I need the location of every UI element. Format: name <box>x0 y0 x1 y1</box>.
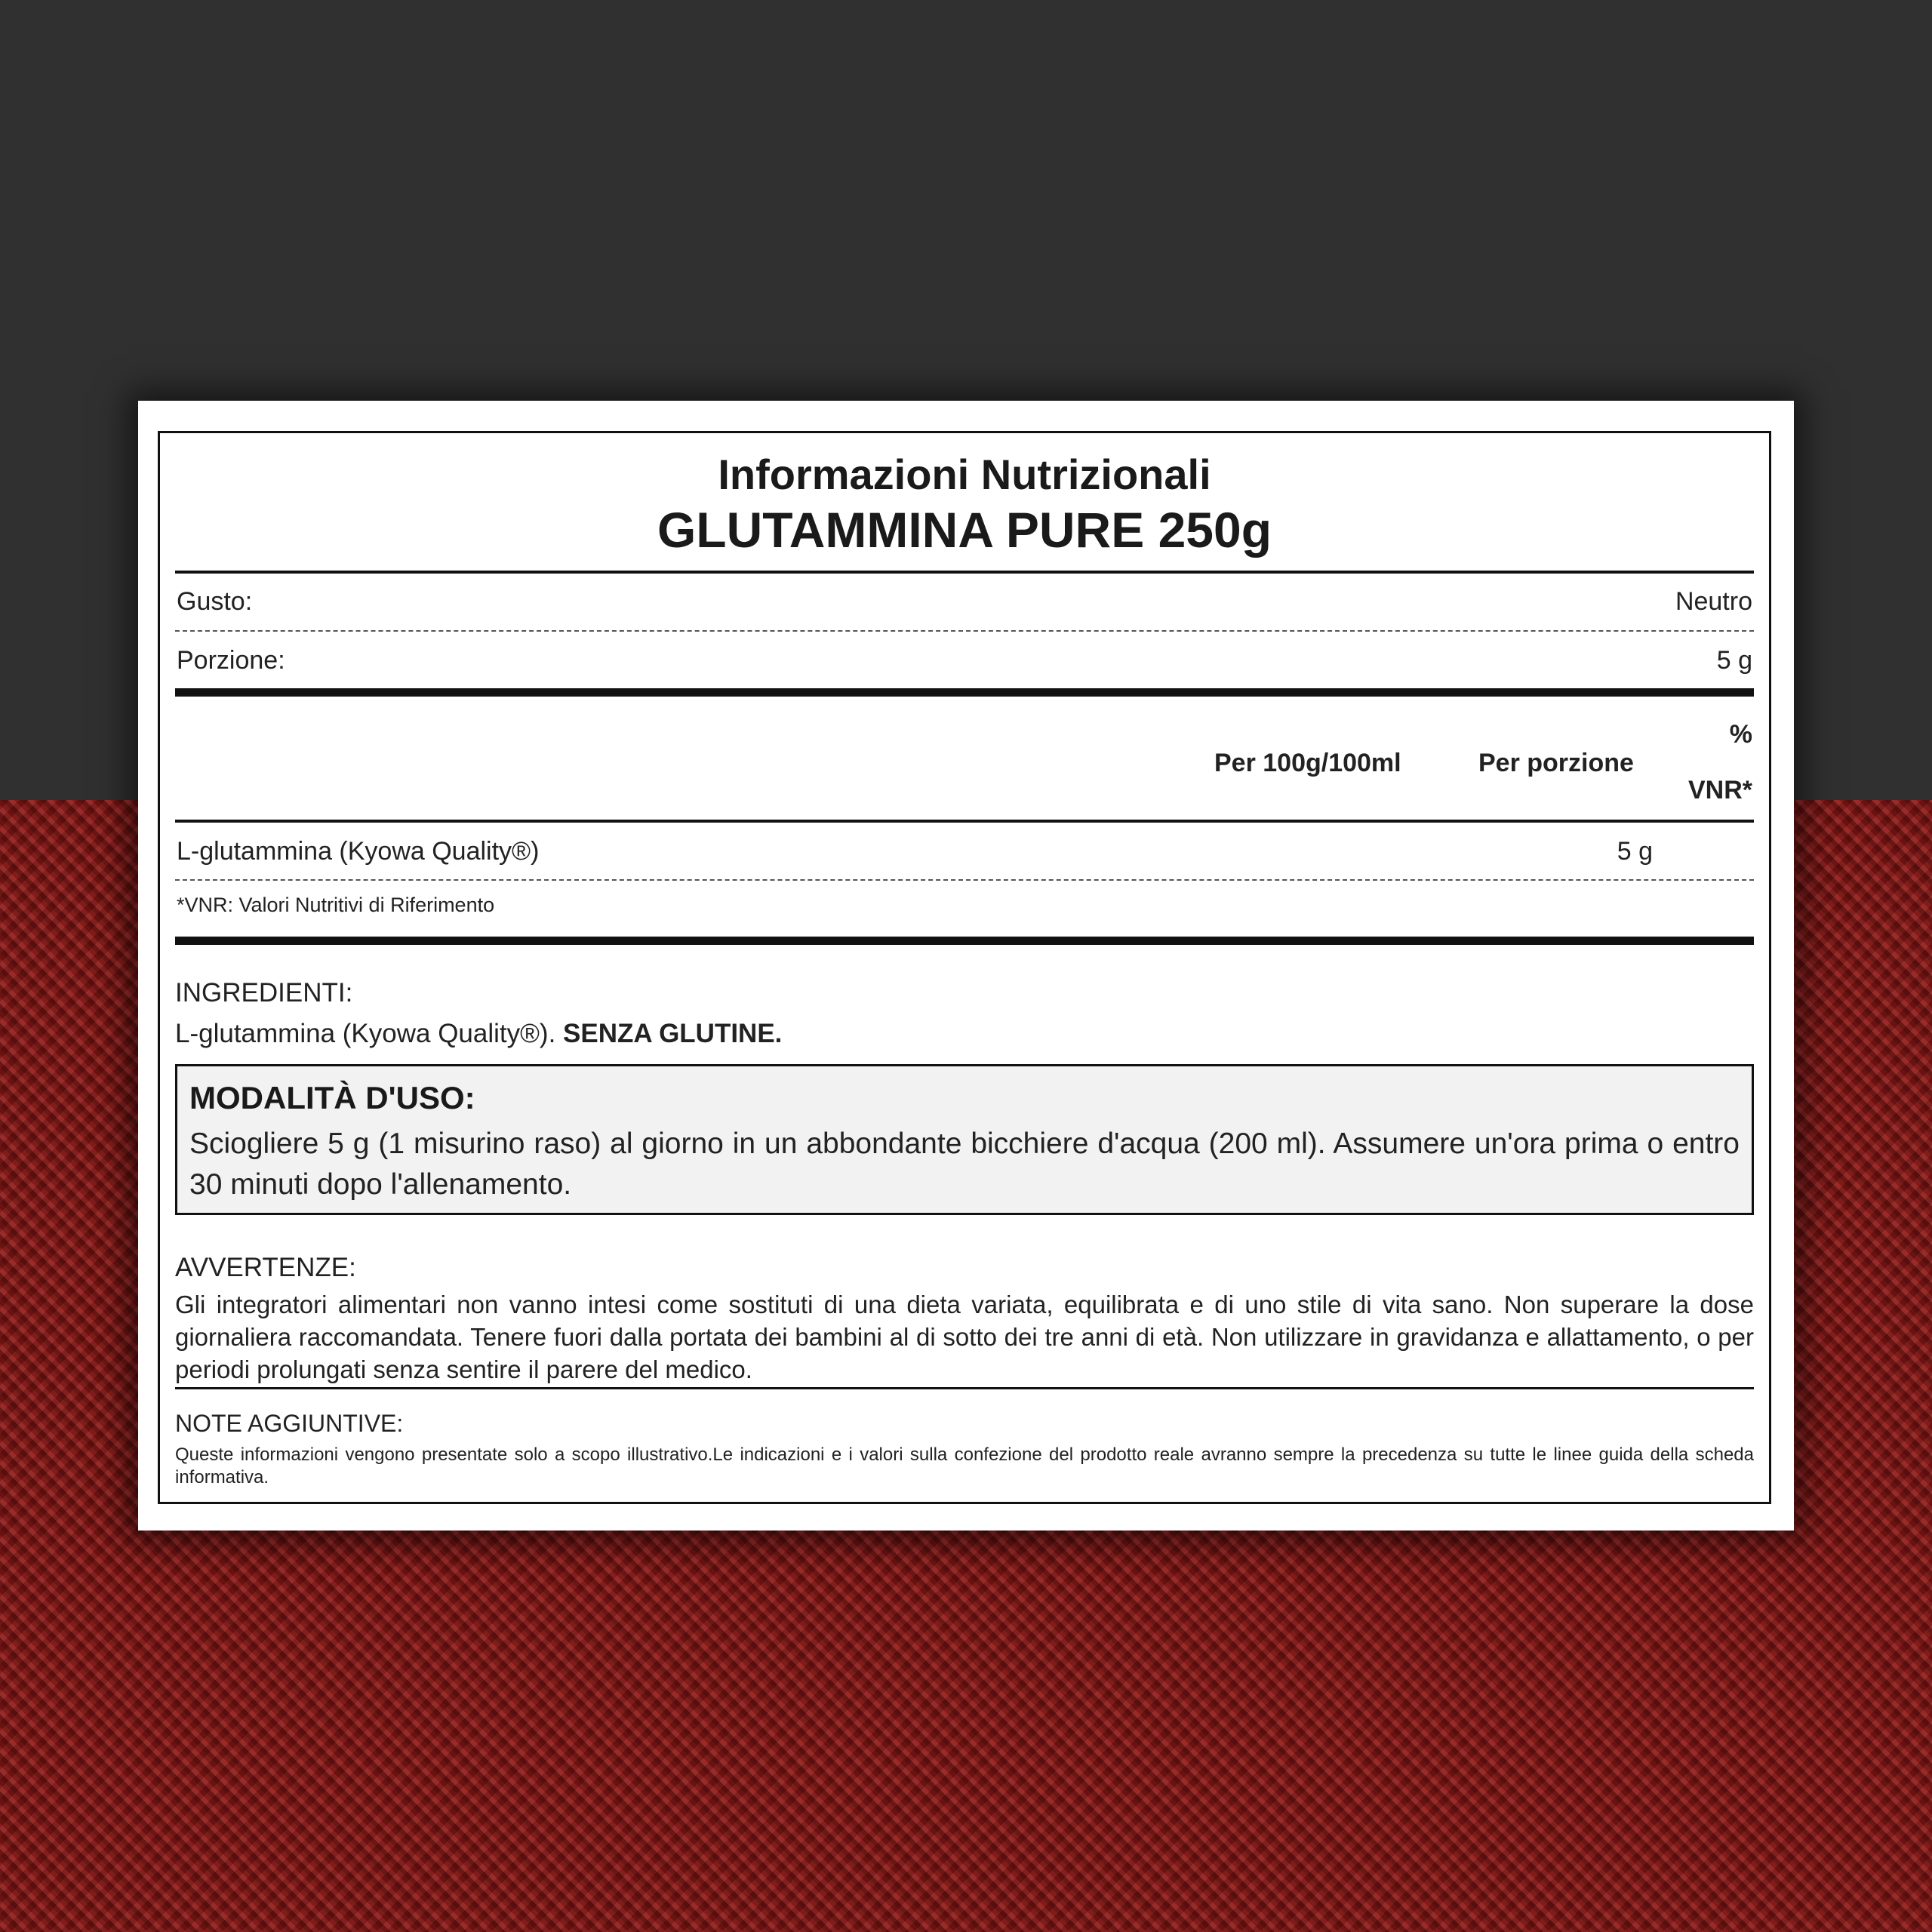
col-header-perportion: Per porzione <box>1478 749 1634 777</box>
usage-box <box>175 1064 1754 1215</box>
label-frame <box>158 431 1771 1504</box>
col-header-per100: Per 100g/100ml <box>1214 749 1401 777</box>
warnings-text: Gli integratori alimentari non vanno intesi come sostituti di una dieta variata, equilibrata e di uno stile di vita sano. Non superare la dose giornaliera raccomandata. Tenere fuori dalla portata dei bambini al di sotto dei tre anni di età. Non utilizzare in gravidanza e allattamento, o per periodi prolungati senza sentire il parere del medico. <box>175 1291 1754 1383</box>
divider <box>175 820 1754 823</box>
usage-title: MODALITÀ D'USO: <box>189 1080 475 1115</box>
product-title: GLUTAMMINA PURE 250g <box>657 502 1272 558</box>
warnings-label: AVVERTENZE: <box>175 1253 356 1282</box>
notes-label: NOTE AGGIUNTIVE: <box>175 1410 404 1437</box>
ingredients-list: L-glutammina (Kyowa Quality®). <box>175 1019 556 1048</box>
ingredients-text <box>175 1019 782 1049</box>
notes-text: Queste informazioni vengono presentate solo a scopo illustrativo.Le indicazioni e i valori sulla confezione del prodotto reale avranno sempre la precedenza su tutte le linee guida della scheda informativa. <box>175 1444 1754 1487</box>
divider <box>175 937 1754 945</box>
gusto-value: Neutro <box>1675 587 1752 616</box>
col-header-vnr: VNR* <box>1687 776 1752 804</box>
gluten-free-note: SENZA GLUTINE. <box>563 1019 783 1048</box>
divider <box>175 630 1754 632</box>
ingredients-label: INGREDIENTI: <box>175 978 353 1008</box>
divider <box>175 688 1754 697</box>
nutrient-perportion: 5 g <box>1617 837 1653 866</box>
col-header-vnr-pct: % <box>1729 720 1752 749</box>
label-heading: Informazioni Nutrizionali <box>718 451 1211 498</box>
porzione-value: 5 g <box>1716 646 1752 675</box>
porzione-label: Porzione: <box>177 646 285 675</box>
vnr-footnote: *VNR: Valori Nutritivi di Riferimento <box>177 894 495 916</box>
nutrient-name: L-glutammina (Kyowa Quality®) <box>177 837 540 866</box>
divider <box>175 571 1754 574</box>
nutrition-label-card <box>138 401 1794 1531</box>
usage-text: Sciogliere 5 g (1 misurino raso) al giorno in un abbondante bicchiere d'acqua (200 ml). Assumere un'ora prima o entro 30 minuti dopo l'allenamento. <box>189 1128 1740 1201</box>
divider <box>175 1387 1754 1389</box>
divider <box>175 879 1754 881</box>
gusto-label: Gusto: <box>177 587 253 616</box>
